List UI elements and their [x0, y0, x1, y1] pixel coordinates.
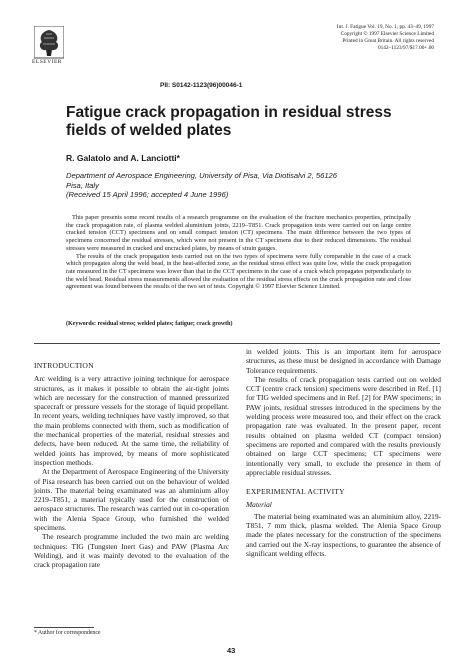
left-column — [34, 361, 229, 570]
journal-copyright: Copyright © 1997 Elsevier Science Limited — [340, 31, 434, 37]
footnote-divider — [34, 627, 94, 628]
pii-code: PII: S0142-1123(96)00046-1 — [160, 82, 243, 89]
journal-printed: Printed in Great Britain. All rights reserved — [342, 38, 434, 44]
page-number: 43 — [227, 646, 236, 655]
publisher-name: ELSEVIER — [32, 59, 62, 65]
body-paragraph: At the Department of Aerospace Engineering of the University of Pisa research has been carried out on the behaviour of welded joints. The material being examinated was an aluminium alloy 2219–T851, a material typically used for the construction of aerospace structures. The research was carried out in co-operation with the Alenia Space Group, who furnished the welded specimens. — [34, 467, 230, 533]
body-paragraph: The research programme included the two main arc welding techniques: TIG (Tungsten Inert Gas) and PAW (Plasma Arc Welding), and it was mainly devoted to the evaluation of the crack propagation rate — [34, 532, 229, 570]
received-dates: (Received 15 April 1996; accepted 4 June 1996) — [66, 190, 229, 199]
affiliation-line-1: Department of Aerospace Engineering, University of Pisa, Via Diotisalvi 2, 56126 — [66, 171, 337, 180]
experimental-heading: EXPERIMENTAL ACTIVITY — [246, 487, 345, 497]
paper-title: Fatigue crack propagation in residual stress fields of welded plates — [66, 104, 392, 139]
journal-citation: Int. J. Fatigue Vol. 19, No. 1, pp. 43–49, 1997 — [336, 24, 434, 30]
journal-issn: 0142–1123/97/$17.00+.00 — [377, 45, 434, 51]
introduction-heading: INTRODUCTION — [34, 361, 94, 370]
footnote: * Author for correspondence — [34, 630, 101, 636]
affiliation-line-2: Pisa, Italy — [66, 180, 99, 190]
body-paragraph: Arc welding is a very attractive joining technique for aerospace structures, as it makes it possible to obtain the air-tight joints which are necessary for the construction of manned pressurized spacecraft or pressure vessels for the storage of liquid propellant. In recent years, welding techniques have vastly improved, so that the main problems connected with them, such as modification of the mechanical properties of the material, residual stresses and defects, have been reduced. At the same time, the reliability of welded joints has improved, by means of more sophisticated inspection methods. — [34, 374, 229, 467]
journal-info — [274, 24, 434, 52]
keywords: (Keywords: residual stress; welded plates; fatigue; crack growth) — [66, 321, 233, 327]
affiliation — [66, 171, 426, 200]
authors: R. Galatolo and A. Lanciotti* — [66, 153, 180, 163]
body-paragraph: in welded joints. This is an important item for aerospace structures, as these must be designed in accordance with Damage Tolerance requirements. — [246, 347, 441, 375]
body-paragraph: The material being examinated was an aluminium alloy, 2219-T851, 7 mm thick, plasma welded. The Alenia Space Group made the plates necessary for the construction of the specimens and carried out the X-ray inspections, to guarantee the absence of significant welding effects. — [246, 511, 441, 558]
abstract — [66, 214, 411, 291]
right-column — [246, 347, 441, 558]
abstract-paragraph: This paper presents some recent results of a research programme on the evaluation of the fracture mechanics properties, principally the crack propagation rate, of plasma welded aluminium joints, 2219–T851. Crack propagation tests were carried out on large centre cracked tension (CCT) specimens and on small compact tension (CT) specimens. The main difference between the two types of specimens concerned the residual stresses, which were not present in the CT specimens due to their reduced dimensions. The residual stresses were measured in cracked and uncracked plates, by means of strain gauges. — [66, 214, 411, 252]
material-subheading: Material — [246, 500, 272, 510]
abstract-paragraph: The results of the crack propagation tests carried out on the two types of specimens were fully comparable in the case of a crack which propagates along the weld bead, in the heat-affected zone, as the residual stress effect was quite low, while the crack propagation rate measured in the CT specimens was lower than that in the CCT specimens in the case of a crack which propagates perpendicularly to the weld bead. Residual stress measurements allowed the evaluation of the residual stress effects on the crack propagation rate and close agreement was found between the results of the two set of tests. Copyright © 1997 Elsevier Science Limited. — [66, 252, 411, 291]
body-paragraph: The results of crack propagation tests carried out on welded CCT (centre crack tension) specimens were described in Ref. [1] for TIG welded specimens and in Ref. [2] for PAW specimens; in PAW joints, residual stresses introduced in the specimens by the welding process were measured too, and their effect on the crack propagation rate was evaluated. In the present paper, recent results obtained on plasma welded CT (compact tension) specimens are reported and compared with the results previously obtained on large CCT specimens; CT specimens were intentionally very small, to exclude the presence in them of appreciable residual stresses. — [246, 374, 441, 477]
section-divider — [34, 343, 440, 344]
